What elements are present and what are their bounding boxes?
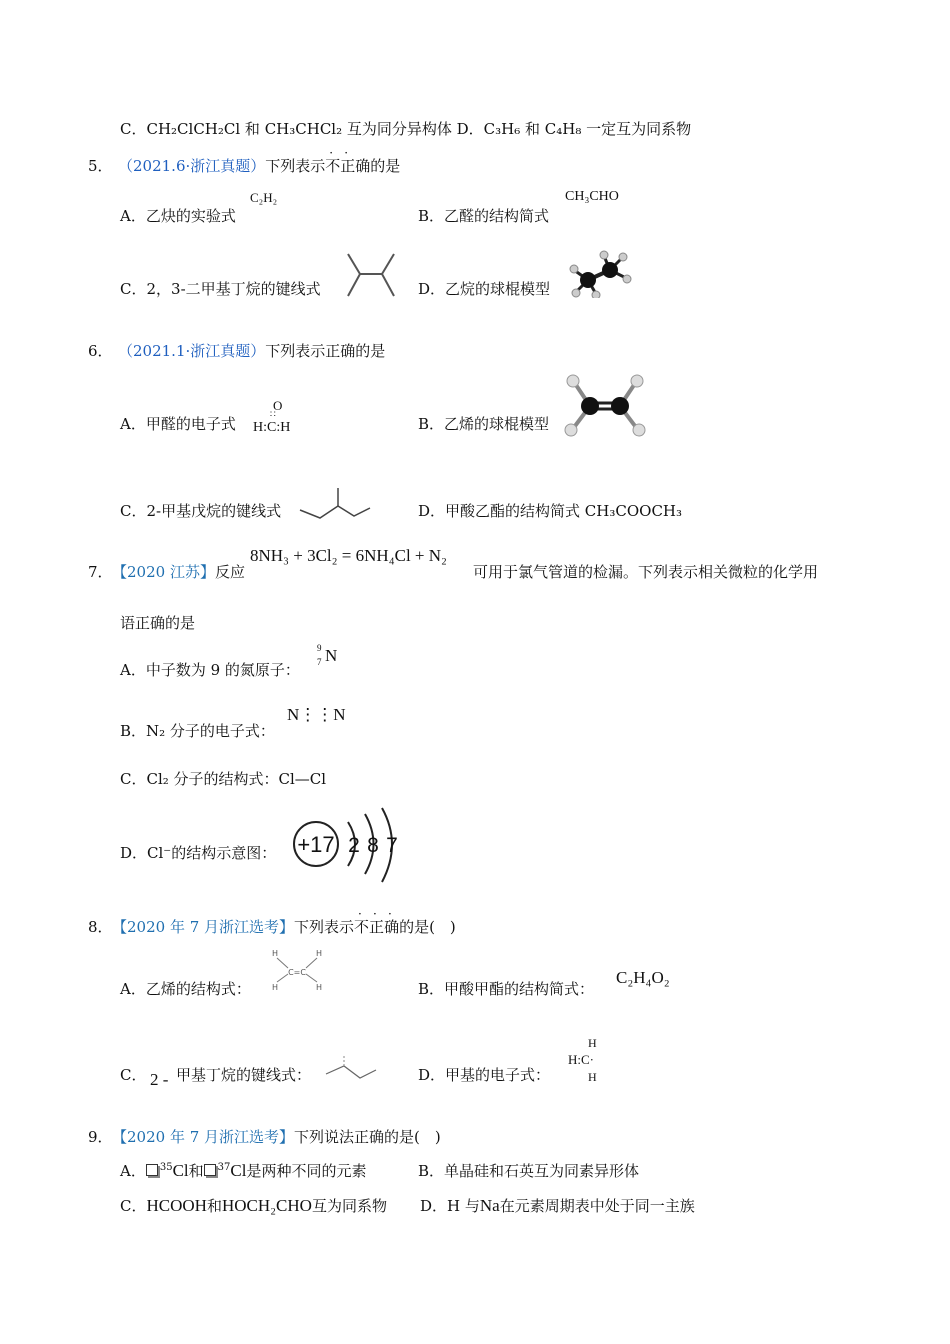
q6-stem [118,340,385,361]
q5-d-ball-stick-diagram [566,250,632,298]
q7-b-electron-formula: N⋮⋮N [287,705,346,724]
q8-option-c-label: C． [120,1066,147,1084]
q7-stem-post: 可用于氯气管道的检漏。下列表示相关微粒的化学用 [473,563,819,581]
q9-c-post: 互为同系物 [311,1197,387,1215]
q8-emphasis: · · · 不正 [354,907,392,936]
q7-a-mass-number: 9 [317,643,322,653]
q9-source: 【2020 年 7 月浙江选考】 [112,1128,295,1146]
q8-stem [112,907,456,937]
q7-d-shell-1: 2 [348,834,360,857]
q8-stem-b: 不正 [354,918,385,936]
q8-b-formula: C₂H₄O₂ [616,968,670,987]
q9-a-iso1: 35 [159,1162,173,1173]
q9-c-label: C． [120,1197,147,1215]
q5-option-b: B．乙醛的结构简式 [418,207,550,225]
svg-text:H: H [316,949,323,958]
q9-c-f1: HCOOH [146,1196,207,1215]
q7-pre: 反应 [214,563,245,581]
q9-a-iso2: 37 [217,1162,231,1173]
q5-stem [118,146,401,176]
svg-text:H: H [316,983,323,992]
q8-option-a: A．乙烯的结构式： [120,980,251,998]
q6-a-electron-formula: H:C:H [253,420,291,435]
q9-option-b: B．单晶硅和石英互为同素异形体 [418,1162,640,1180]
q5-option-c: C．2，3-二甲基丁烷的键线式 [120,280,321,298]
q9-number: 9． [88,1128,113,1146]
q7-stem-line2: 语正确的是 [120,614,196,632]
q6-a-oxygen: O [273,398,283,413]
q5-a-formula: C₂H₂ [250,190,278,205]
q9-c-f2: HOCH₂CHO [221,1196,312,1215]
q6-number: 6． [88,342,113,360]
svg-text:H: H [272,983,279,992]
q9-a-box-icon-2 [204,1164,216,1176]
q6-option-d: D．甲酸乙酯的结构简式 CH₃COOCH₃ [418,502,683,520]
q9-stem-text: 下列说法正确的是( ) [294,1128,441,1146]
q6-b-ball-stick-diagram [562,374,648,438]
q5-stem-b: 不正 [325,157,356,175]
q8-number: 8． [88,918,113,936]
q7-d-shell-2: 8 [367,834,379,857]
q6-source: （2021.1·浙江真题） [118,342,266,360]
q7-source: 【2020 江苏】 [112,563,215,581]
q8-c-skeletal-diagram [324,1052,380,1082]
q6-option-b: B．乙烯的球棍模型 [418,415,550,433]
q9-d-pre: D．H 与 [420,1197,480,1215]
q6-c-skeletal-diagram [298,486,372,520]
q5-emphasis: · · 不正 [325,146,356,175]
q9-a-label: A． [120,1162,146,1180]
q9-a-sym2: Cl [230,1161,247,1180]
q9-c-and: 和 [206,1197,222,1215]
q9-stem [112,1126,441,1147]
q7-stem-line1 [112,561,245,582]
q8-option-c: 甲基丁烷的键线式： [176,1066,312,1084]
q5-number: 5． [88,157,113,175]
q7-option-a: A．中子数为 9 的氮原子： [120,661,300,679]
q7-number: 7． [88,563,113,581]
q9-option-a [120,1160,366,1181]
q8-d-electron-formula: H:C· [568,1052,594,1067]
q8-c-prefix: 2 - [150,1070,169,1089]
q8-a-struct: C=C [288,968,306,977]
q5-option-a: A．乙炔的实验式 [120,207,236,225]
q5-stem-a: 下列表示 [265,157,326,175]
q5-option-d: D．乙烷的球棍模型 [418,280,551,298]
q5-source: （2021.6·浙江真题） [118,157,266,175]
q6-option-c: C．2-甲基戊烷的键线式 [120,502,282,520]
q7-a-symbol: N [325,646,338,665]
svg-text:H: H [272,949,279,958]
q9-a-box-icon [146,1164,158,1176]
q5-c-skeletal-diagram [342,250,402,300]
q8-stem-c: 确的是( ) [384,918,456,936]
q7-option-b: B．N₂ 分子的电子式： [120,722,275,740]
q7-equation: 8NH₃ + 3Cl₂ = 6NH₄Cl + N₂ [250,546,447,565]
q8-source: 【2020 年 7 月浙江选考】 [112,918,295,936]
q6-option-a: A．甲醛的电子式 [120,415,236,433]
q9-d-post: 在元素周期表中处于同一主族 [499,1197,695,1215]
q5-b-formula: CH₃CHO [565,189,619,204]
q9-a-post: 是两种不同的元素 [246,1162,367,1180]
q8-stem-a: 下列表示 [294,918,355,936]
q9-option-d [420,1195,695,1216]
q8-option-d: D．甲基的电子式： [418,1066,551,1084]
q8-d-top-h: H [588,1036,597,1050]
q9-a-sym1: Cl [172,1161,189,1180]
q7-d-nucleus: +17 [297,832,335,857]
q6-a-lone-pairs: ∷ [270,409,275,419]
q7-option-c: C．Cl₂ 分子的结构式：Cl—Cl [120,770,327,788]
q7-a-atomic-number: 7 [317,657,322,667]
q6-stem-text: 下列表示正确的是 [265,342,386,360]
q8-d-bottom-h: H [588,1070,597,1084]
q9-option-c [120,1195,387,1216]
q8-a-structural-formula [266,946,328,994]
q7-d-ion-structure-diagram [290,806,410,886]
q4-option-c: C．CH₂ClCH₂Cl 和 CH₃CHCl₂ 互为同分异构体 D．C₃H₆ 和 C₄H₈ 一定互为同系物 [120,120,692,138]
q5-stem-c: 确的是 [355,157,401,175]
q8-option-b: B．甲酸甲酯的结构简式： [418,980,595,998]
q9-a-and: 和 [188,1162,204,1180]
q9-d-na: Na [479,1196,500,1215]
q7-option-d: D．Cl⁻的结构示意图： [120,844,277,862]
q7-d-shell-3: 7 [386,834,398,857]
